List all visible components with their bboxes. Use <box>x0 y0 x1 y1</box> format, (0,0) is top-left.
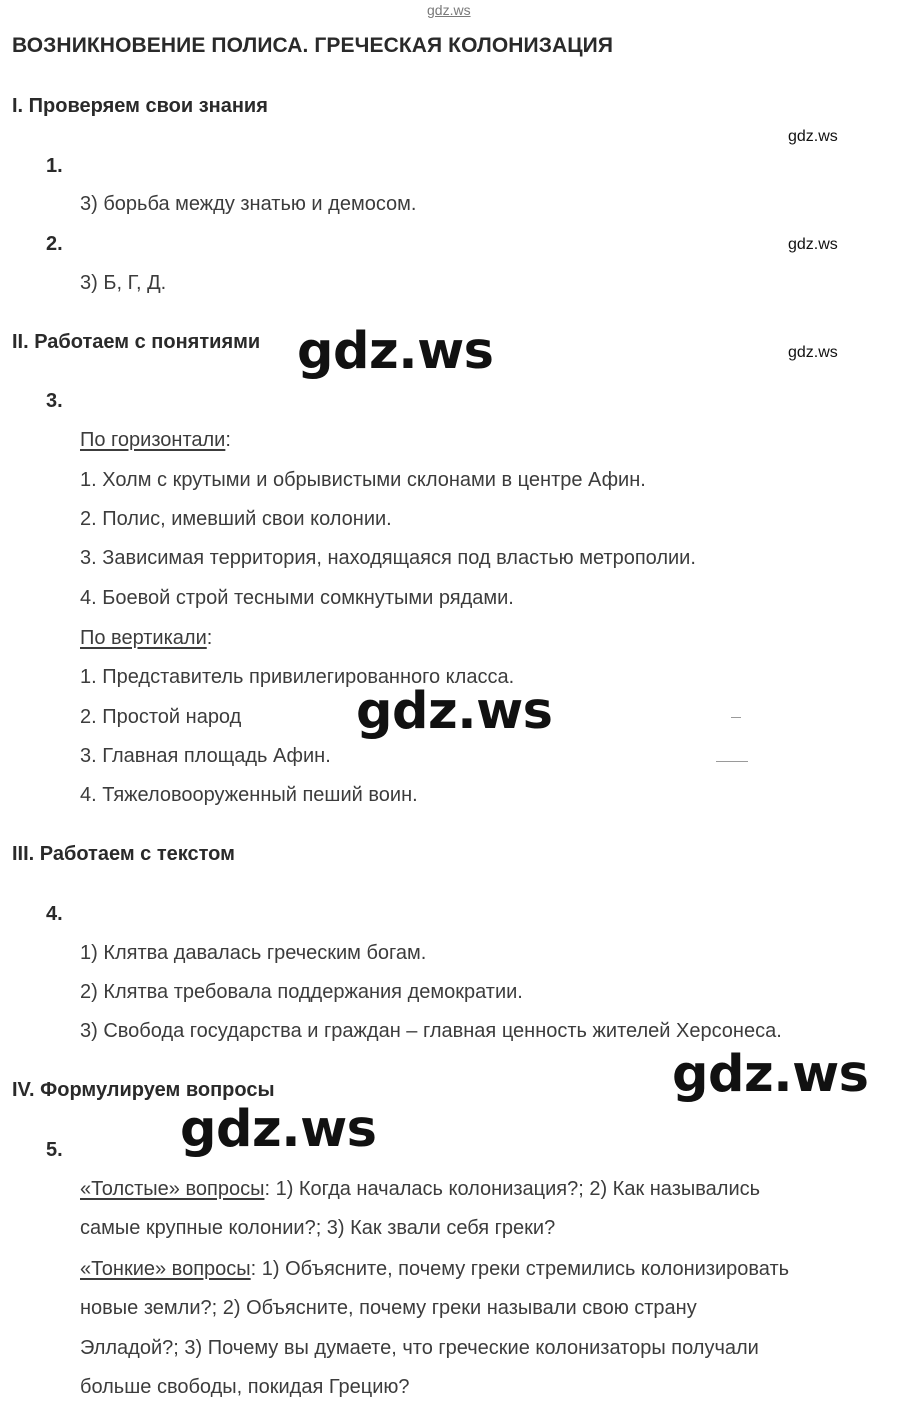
vertical-clue: 2. Простой народ <box>80 706 242 728</box>
thin-questions-text: Элладой?; 3) Почему вы думаете, что греческие колонизаторы получали <box>80 1337 759 1359</box>
task-number-3: 3. <box>46 390 63 412</box>
task-number-5: 5. <box>46 1139 63 1161</box>
watermark-small: gdz.ws <box>788 236 838 253</box>
horizontal-heading <box>80 429 231 452</box>
vertical-clue: 1. Представитель привилегированного класса. <box>80 666 515 688</box>
section-heading-2: II. Работаем с понятиями <box>12 331 261 353</box>
task-number-4: 4. <box>46 903 63 925</box>
thick-questions-line <box>80 1178 760 1201</box>
horizontal-clue: 4. Боевой строй тесными сомкнутыми рядами. <box>80 587 514 609</box>
colon: : <box>225 429 231 451</box>
task-number-1: 1. <box>46 155 63 177</box>
watermark-large: gdz.ws <box>297 322 494 381</box>
thin-questions-text: больше свободы, покидая Грецию? <box>80 1376 410 1398</box>
thin-questions-line <box>80 1258 789 1281</box>
horizontal-clue: 3. Зависимая территория, находящаяся под властью метрополии. <box>80 547 696 569</box>
watermark-top: gdz.ws <box>427 2 471 18</box>
thin-questions-label: «Тонкие» вопросы <box>80 1258 251 1280</box>
vertical-label: По вертикали <box>80 627 207 649</box>
thin-questions-text: : 1) Объясните, почему греки стремились колонизировать <box>250 1258 790 1280</box>
thin-questions-text: новые земли?; 2) Объясните, почему греки называли свою страну <box>80 1297 697 1319</box>
answer-1: 3) борьба между знатью и демосом. <box>80 193 417 215</box>
text-answer: 1) Клятва давалась греческим богам. <box>80 942 427 964</box>
watermark-small: gdz.ws <box>788 128 838 145</box>
section-heading-4: IV. Формулируем вопросы <box>12 1079 275 1101</box>
watermark-large: gdz.ws <box>672 1045 869 1104</box>
section-heading-1: I. Проверяем свои знания <box>12 95 268 117</box>
vertical-heading <box>80 627 212 650</box>
watermark-large: gdz.ws <box>356 682 553 741</box>
scan-mark <box>716 761 748 762</box>
vertical-clue: 4. Тяжеловооруженный пеший воин. <box>80 784 418 806</box>
vertical-clue: 3. Главная площадь Афин. <box>80 745 331 767</box>
thick-questions-text: : 1) Когда началась колонизация?; 2) Как назывались <box>264 1178 761 1200</box>
task-number-2: 2. <box>46 233 63 255</box>
watermark-small: gdz.ws <box>788 344 838 361</box>
answer-2: 3) Б, Г, Д. <box>80 272 167 294</box>
thick-questions-text: самые крупные колонии?; 3) Как звали себя греки? <box>80 1217 556 1239</box>
horizontal-clue: 1. Холм с крутыми и обрывистыми склонами в центре Афин. <box>80 469 646 491</box>
colon: : <box>206 627 213 649</box>
watermark-large: gdz.ws <box>180 1100 377 1159</box>
section-heading-3: III. Работаем с текстом <box>12 843 235 865</box>
text-answer: 2) Клятва требовала поддержания демократии. <box>80 981 523 1003</box>
text-answer: 3) Свобода государства и граждан – главная ценность жителей Херсонеса. <box>80 1020 782 1042</box>
horizontal-clue: 2. Полис, имевший свои колонии. <box>80 508 392 530</box>
page-title: ВОЗНИКНОВЕНИЕ ПОЛИСА. ГРЕЧЕСКАЯ КОЛОНИЗАЦИЯ <box>12 34 614 57</box>
scan-mark <box>731 717 741 718</box>
horizontal-label: По горизонтали <box>80 429 226 451</box>
thick-questions-label: «Толстые» вопросы <box>80 1178 265 1200</box>
